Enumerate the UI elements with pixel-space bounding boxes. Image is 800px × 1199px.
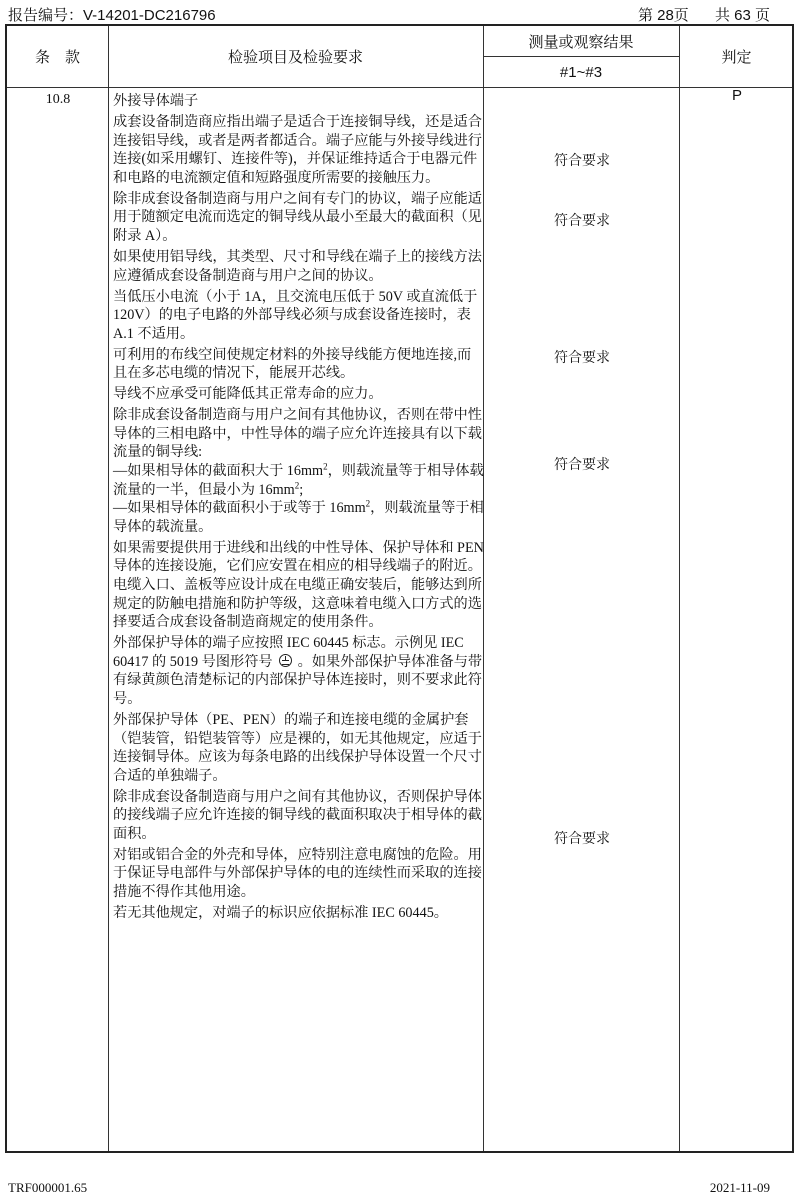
form-number: TRF000001.65 bbox=[8, 1180, 88, 1195]
requirement-paragraph: 若无其他规定，对端子的标识应依据标准 IEC 60445。 bbox=[113, 905, 448, 922]
header-verdict: 判定 bbox=[721, 49, 752, 66]
result-cell: 符合要求 bbox=[554, 832, 610, 847]
neutral-item-2-text: —如果相导体的截面积小于或等于 16mm bbox=[113, 500, 366, 517]
clause-number: 10.8 bbox=[45, 92, 71, 107]
header-bottom-rule bbox=[7, 87, 792, 88]
requirement-paragraph: 导线不应承受可能降低其正常寿命的应力。 bbox=[113, 386, 383, 403]
neutral-item-2-text: ，则载流量等于相导体的载流量。 bbox=[113, 500, 484, 535]
requirement-paragraph: 成套设备制造商应指出端子是适合于连接铜导线，还是适合连接铝导线，或者是两者都适合。端子应能与外接导线进行连接(如采用螺钉、连接件等)，并保证维持适合于电器元件和电路的电流额定值和短路强度所需要的接触压力。 bbox=[113, 113, 482, 186]
neutral-item-1 bbox=[113, 462, 485, 499]
requirement-paragraph: 当低压小电流（小于 1A，且交流电压低于 50V 或直流低于 120V）的电子电路的外部导线必须与成套设备连接时，表 A.1 不适用。 bbox=[113, 288, 478, 342]
requirement-text bbox=[113, 92, 485, 925]
header-result-sub: #1~#3 bbox=[559, 64, 603, 81]
header-requirement: 检验项目及检验要求 bbox=[227, 49, 363, 66]
marking-text: 。如果外部保护导体准备与带有绿黄颜色清楚标记的内部保护导体连接时，则不要求此符号。 bbox=[113, 653, 483, 707]
result-cell: 符合要求 bbox=[554, 458, 610, 473]
requirement-paragraph: 对铝或铝合金的外壳和导体，应特别注意电腐蚀的危险。用于保证导电部件与外部保护导体的电的连续性而采取的连接措施不得作其他用途。 bbox=[113, 846, 482, 901]
report-number: 报告编号：V-14201-DC216796 bbox=[8, 7, 216, 24]
superscript: 2 bbox=[294, 479, 300, 490]
page-indicator bbox=[638, 4, 770, 25]
requirement-paragraph: 外部保护导体（PE、PEN）的端子和连接电缆的金属护套（铠装管，铅铠装管等）应是裸的，如无其他规定，应适于连接铜导体。应该为每条电路的出线保护导体设置一个尺寸合适的单独端子。 bbox=[113, 711, 482, 784]
requirement-paragraph: 除非成套设备制造商与用户之间有专门的协议，端子应能适用于随额定电流而选定的铜导线从最小至最大的截面积（见附录 A）。 bbox=[113, 190, 482, 244]
header-subdivider bbox=[483, 56, 679, 57]
requirement-paragraph: 如果使用铝导线，其类型、尺寸和导线在端子上的接线方法应遵循成套设备制造商与用户之间的协议。 bbox=[113, 248, 482, 284]
result-cell: 符合要求 bbox=[554, 154, 610, 169]
inspection-table bbox=[5, 24, 794, 1153]
marking-text: 外部保护导体的端子应按照 IEC 60445 标志。示例见 IEC 60417 的 5019 号图形符号 bbox=[113, 635, 464, 670]
neutral-item-1-text: ; bbox=[299, 481, 304, 498]
result-cell: 符合要求 bbox=[554, 214, 610, 229]
result-cell: 符合要求 bbox=[554, 351, 610, 366]
neutral-item-1-text: ，则载流量等于相导体载流量的一半，但最小为 16mm bbox=[113, 463, 484, 498]
footer-date: 2021-11-09 bbox=[709, 1180, 770, 1195]
requirement-paragraph: 除非成套设备制造商与用户之间有其他协议，否则保护导体的接线端子应允许连接的铜导线的截面积取决于相导体的截面积。 bbox=[113, 788, 482, 842]
current-page: 第 28页 bbox=[637, 7, 689, 24]
column-divider bbox=[679, 26, 680, 1151]
requirement-title: 外接导体端子 bbox=[113, 93, 199, 109]
requirement-paragraph: 可利用的布线空间使规定材料的外接导线能方便地连接,而且在多芯电缆的情况下，能展开芯线。 bbox=[113, 346, 472, 382]
neutral-item-2 bbox=[113, 499, 485, 536]
verdict-cell: P bbox=[731, 87, 742, 104]
total-pages: 共 63 页 bbox=[714, 7, 770, 24]
header-result-group: 测量或观察结果 bbox=[528, 34, 634, 51]
requirement-paragraph: 如果需要提供用于进线和出线的中性导体、保护导体和 PEN 导体的连接设施，它们应安置在相应的相导线端子的附近。电缆入口、盖板等应设计成在电缆正确安装后，能够达到所规定的防触电措施和防护等级，这意味着电缆入口方式的选择要适合成套设备制造商规定的使用条件。 bbox=[113, 539, 484, 631]
column-divider bbox=[108, 26, 109, 1151]
superscript: 2 bbox=[365, 498, 371, 509]
header-clause: 条 款 bbox=[34, 49, 80, 66]
protective-earth-icon bbox=[279, 654, 292, 667]
marking-paragraph bbox=[113, 634, 485, 708]
superscript: 2 bbox=[323, 461, 328, 472]
requirement-paragraph: 除非成套设备制造商与用户之间有其他协议，否则在带中性导体的三相电路中，中性导体的端子应允许连接具有以下载流量的铜导线: bbox=[113, 407, 482, 461]
neutral-item-1-text: —如果相导体的截面积大于 16mm bbox=[113, 463, 324, 480]
